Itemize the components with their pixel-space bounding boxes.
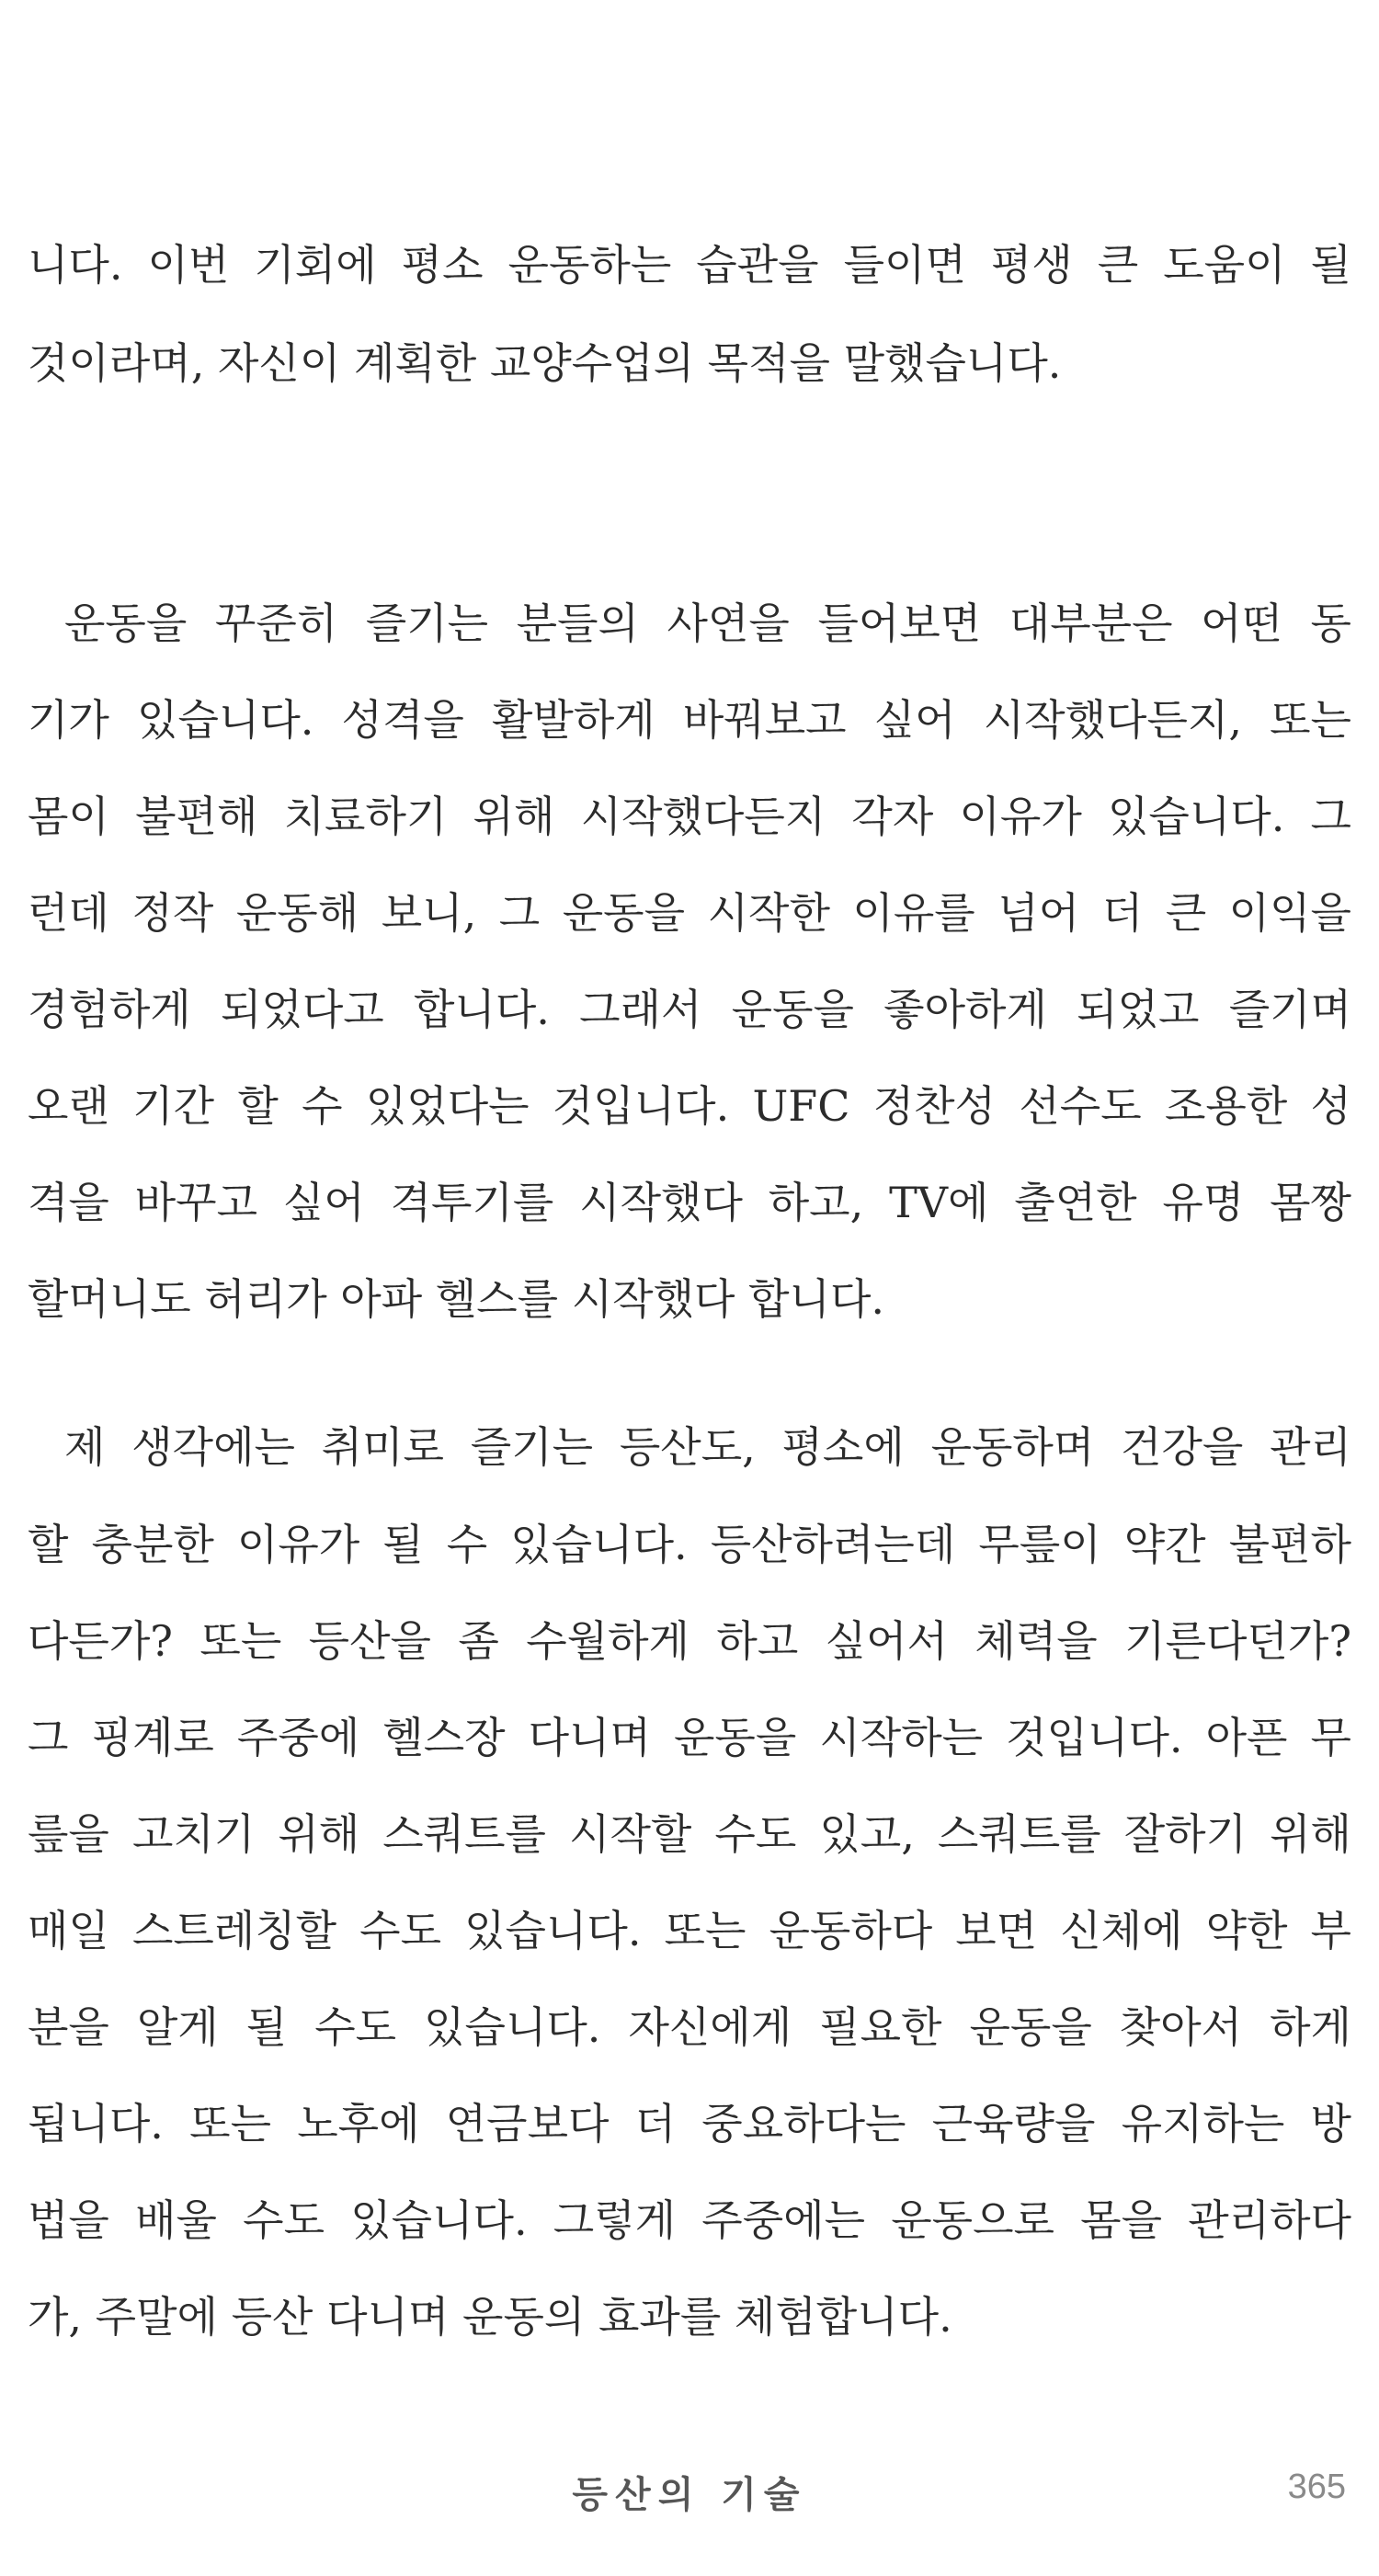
text-line: 그 핑계로 주중에 헬스장 다니며 운동을 시작하는 것입니다. 아픈 무 (28, 1713, 1351, 1762)
text-line: 기가 있습니다. 성격을 활발하게 바꿔보고 싶어 시작했다든지, 또는 (28, 695, 1351, 745)
text-line: 니다. 이번 기회에 평소 운동하는 습관을 들이면 평생 큰 도움이 될 (28, 240, 1351, 290)
text-line: 됩니다. 또는 노후에 연금보다 더 중요하다는 근육량을 유지하는 방 (28, 2099, 1351, 2149)
text-line: 몸이 불편해 치료하기 위해 시작했다든지 각자 이유가 있습니다. 그 (28, 792, 1351, 841)
text-line: 할 충분한 이유가 될 수 있습니다. 등산하려는데 무릎이 약간 불편하 (28, 1520, 1351, 1569)
text-line: 것이라며, 자신이 계획한 교양수업의 목적을 말했습니다. (28, 338, 1062, 388)
text-line: 경험하게 되었다고 합니다. 그래서 운동을 좋아하게 되었고 즐기며 (28, 985, 1351, 1034)
text-line: 다든가? 또는 등산을 좀 수월하게 하고 싶어서 체력을 기른다던가? (28, 1616, 1351, 1666)
text-line: 매일 스트레칭할 수도 있습니다. 또는 운동하다 보면 신체에 약한 부 (28, 1906, 1351, 1955)
text-line: 오랜 기간 할 수 있었다는 것입니다. UFC 정찬성 선수도 조용한 성 (28, 1081, 1351, 1131)
text-line: 가, 주말에 등산 다니며 운동의 효과를 체험합니다. (28, 2292, 952, 2342)
text-line: 제 생각에는 취미로 즐기는 등산도, 평소에 운동하며 건강을 관리 (64, 1422, 1351, 1472)
text-line: 할머니도 허리가 아파 헬스를 시작했다 합니다. (28, 1274, 885, 1324)
running-footer-title: 등산의 기술 (572, 2473, 807, 2516)
page-number: 365 (1287, 2468, 1346, 2506)
text-line: 릎을 고치기 위해 스쿼트를 시작할 수도 있고, 스쿼트를 잘하기 위해 (28, 1809, 1351, 1859)
text-line: 법을 배울 수도 있습니다. 그렇게 주중에는 운동으로 몸을 관리하다 (28, 2195, 1351, 2245)
text-line: 운동을 꾸준히 즐기는 분들의 사연을 들어보면 대부분은 어떤 동 (64, 598, 1351, 648)
text-line: 런데 정작 운동해 보니, 그 운동을 시작한 이유를 넘어 더 큰 이익을 (28, 888, 1351, 938)
text-line: 격을 바꾸고 싶어 격투기를 시작했다 하고, TV에 출연한 유명 몸짱 (28, 1178, 1351, 1227)
text-line: 분을 알게 될 수도 있습니다. 자신에게 필요한 운동을 찾아서 하게 (28, 2002, 1351, 2052)
